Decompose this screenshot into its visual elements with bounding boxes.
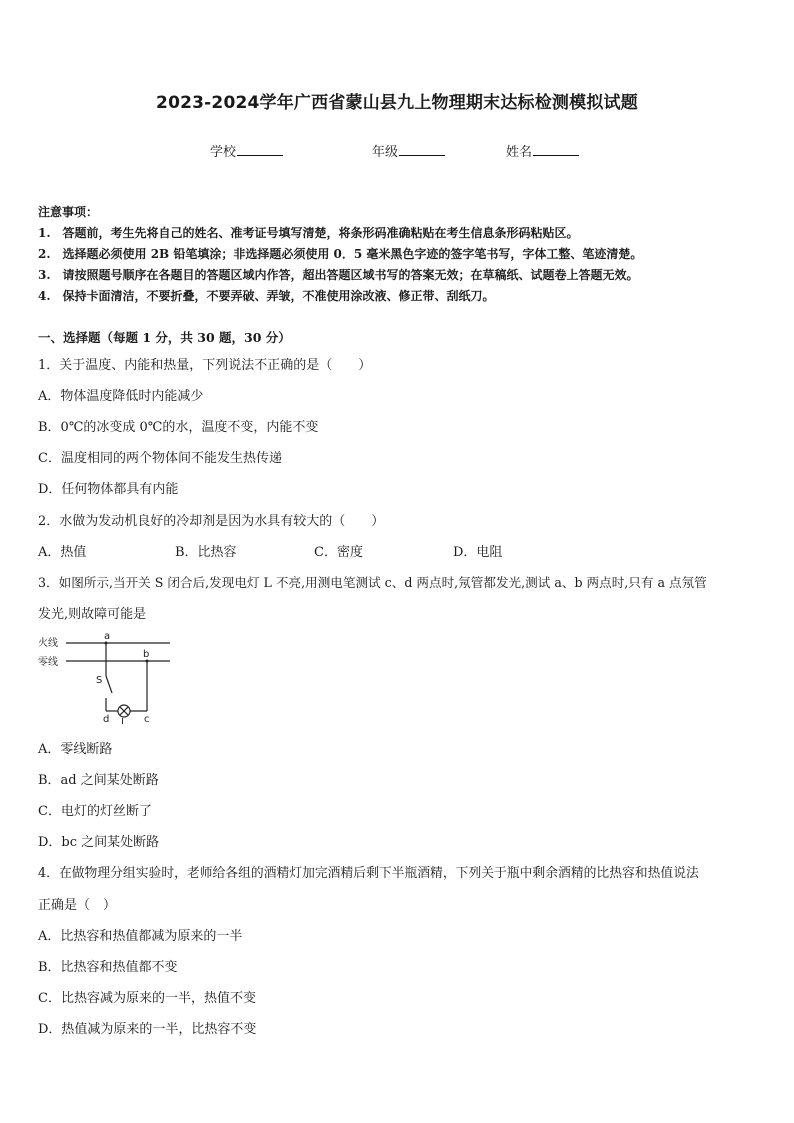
- question-2-option-c: C．密度: [314, 545, 363, 560]
- junction-b: [146, 660, 149, 663]
- point-d-label: d: [103, 714, 110, 724]
- name-blank: [533, 143, 579, 156]
- grade-field: [372, 141, 445, 160]
- switch-blade: [106, 676, 112, 693]
- question-2-option-b: B．比热容: [175, 545, 237, 560]
- neutral-wire-label: 零线: [38, 657, 58, 668]
- notice-item: 1. 答题前，考生先将自己的姓名、准考证号填写清楚，将条形码准确粘贴在考生信息条形码粘贴区。: [38, 226, 579, 240]
- circuit-diagram: [36, 628, 176, 724]
- switch-label: S: [96, 675, 103, 686]
- notice-item: 2. 选择题必须使用 2B 铅笔填涂；非选择题必须使用 0．5 毫米黑色字迹的签字笔书写，字体工整、笔迹清楚。: [38, 247, 643, 261]
- grade-label: 年级: [372, 145, 399, 160]
- notice-title: 注意事项：: [38, 205, 99, 219]
- question-2-option-d: D．电阻: [453, 545, 503, 560]
- section-title: 一、选择题（每题 1 分，共 30 题，30 分）: [38, 330, 291, 345]
- question-3-option-c: C．电灯的灯丝断了: [38, 804, 152, 819]
- notice-item: 3. 请按照题号顺序在各题目的答题区域内作答，超出答题区域书写的答案无效；在草稿纸、试题卷上答题无效。: [38, 268, 639, 282]
- school-field: [210, 141, 283, 160]
- name-field: [506, 141, 579, 160]
- question-4-stem-line-1: 4．在做物理分组实验时，老师给各组的酒精灯加完酒精后剩下半瓶酒精，下列关于瓶中剩余酒精的比热容和热值说法: [38, 866, 699, 881]
- notice-item: 4. 保持卡面清洁，不要折叠，不要弄破、弄皱，不准使用涂改液、修正带、刮纸刀。: [38, 289, 495, 303]
- question-4-option-c: C．比热容减为原来的一半，热值不变: [38, 991, 256, 1006]
- question-1-stem: 1．关于温度、内能和热量，下列说法不正确的是（ ）: [38, 358, 372, 373]
- question-4-option-a: A．比热容和热值都减为原来的一半: [38, 929, 243, 944]
- lamp-label: L: [121, 717, 127, 724]
- question-3-option-d: D．bc 之间某处断路: [38, 835, 160, 850]
- school-label: 学校: [210, 145, 237, 160]
- junction-a: [105, 642, 108, 645]
- question-1-option-d: D．任何物体都具有内能: [38, 482, 179, 497]
- question-3-stem-line-1: 3．如图所示,当开关 S 闭合后,发现电灯 L 不亮,用测电笔测试 c、d 两点时,氖管都发光,测试 a、b 两点时,只有 a 点氖管: [38, 575, 707, 590]
- question-2-option-a: A．热值: [38, 545, 87, 560]
- point-a-label: a: [104, 631, 111, 642]
- question-3-option-a: A．零线断路: [38, 742, 113, 757]
- grade-blank: [399, 143, 445, 156]
- question-4-option-d: D．热值减为原来的一半，比热容不变: [38, 1022, 257, 1037]
- question-1-option-c: C．温度相同的两个物体间不能发生热传递: [38, 451, 282, 466]
- question-1-option-b: B．0℃的冰变成 0℃的水，温度不变，内能不变: [38, 420, 319, 435]
- live-wire-label: 火线: [38, 638, 58, 649]
- name-label: 姓名: [506, 145, 533, 160]
- question-1-option-a: A．物体温度降低时内能减少: [38, 389, 204, 404]
- question-2-stem: 2．水做为发动机良好的冷却剂是因为水具有较大的（ ）: [38, 514, 385, 529]
- point-b-label: b: [143, 649, 150, 660]
- point-c-label: c: [144, 714, 150, 724]
- question-4-stem-line-2: 正确是（ ）: [38, 898, 117, 913]
- school-blank: [237, 143, 283, 156]
- question-3-option-b: B．ad 之间某处断路: [38, 773, 159, 788]
- page-title: 2023-2024学年广西省蒙山县九上物理期末达标检测模拟试题: [156, 93, 638, 113]
- question-3-stem-line-2: 发光,则故障可能是: [38, 607, 147, 622]
- question-4-option-b: B．比热容和热值都不变: [38, 960, 178, 975]
